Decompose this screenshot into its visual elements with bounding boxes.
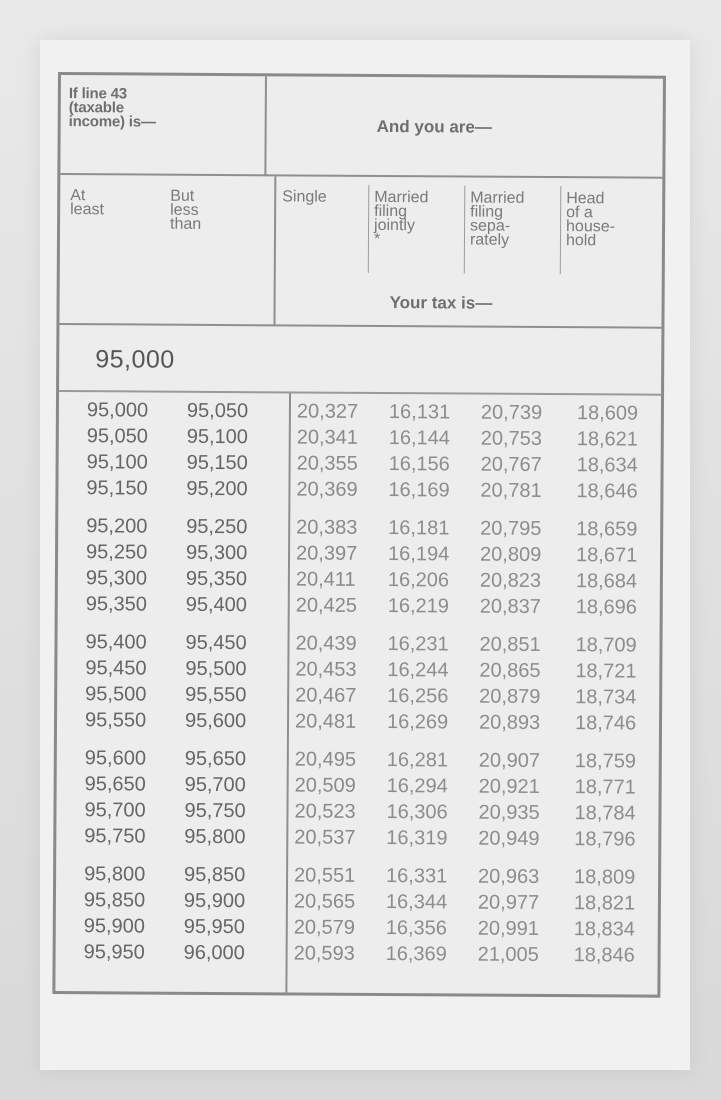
header-question-cell [60, 75, 267, 176]
row-group [57, 629, 660, 749]
married-filing-jointly-header: Married filing jointly * [373, 188, 429, 248]
single-tax-cell: 20,593 [293, 942, 355, 965]
head-of-household-tax-cell: 18,671 [575, 544, 638, 567]
but-less-than-cell: 95,200 [186, 477, 248, 501]
married-jointly-tax-cell: 16,181 [388, 517, 450, 540]
married-jointly-tax-cell: 16,319 [386, 827, 448, 850]
table-row [57, 771, 659, 801]
married-jointly-tax-cell: 16,256 [387, 685, 449, 708]
single-header: Single [282, 188, 327, 206]
but-less-than-header: But less than [170, 187, 202, 233]
table-row [57, 745, 659, 775]
table-row [56, 823, 658, 853]
married-jointly-tax-cell: 16,194 [387, 543, 450, 566]
single-tax-cell: 20,425 [295, 594, 357, 617]
married-jointly-tax-cell: 16,244 [387, 659, 449, 682]
married-jointly-tax-cell: 16,231 [387, 633, 449, 656]
table-row [58, 513, 660, 543]
table-row [57, 629, 659, 659]
single-tax-cell: 20,523 [294, 800, 356, 823]
at-least-cell: 95,700 [84, 799, 146, 822]
at-least-cell: 95,000 [86, 399, 149, 422]
married-separately-tax-cell: 20,767 [480, 453, 542, 476]
single-tax-cell: 20,341 [296, 426, 359, 449]
married-separately-tax-cell: 20,809 [479, 543, 542, 566]
head-of-household-tax-cell: 18,771 [574, 776, 636, 799]
row-group [55, 861, 658, 981]
single-tax-cell: 20,481 [294, 710, 357, 733]
single-tax-cell: 20,439 [295, 632, 357, 655]
table-row [56, 913, 658, 943]
single-tax-cell: 20,355 [296, 452, 358, 475]
married-filing-separately-header: Married filing sepa- rately [469, 189, 525, 249]
but-less-than-cell: 95,250 [186, 515, 248, 539]
married-separately-tax-cell: 21,005 [477, 943, 539, 966]
table-row [57, 681, 659, 711]
table-row [59, 449, 661, 479]
row-group [58, 513, 661, 633]
at-least-cell: 95,900 [83, 915, 146, 938]
married-separately-tax-cell: 20,865 [479, 659, 541, 682]
single-tax-cell: 20,327 [296, 400, 359, 423]
but-less-than-cell: 95,700 [184, 773, 246, 797]
married-jointly-tax-cell: 16,331 [386, 865, 448, 888]
but-less-than-cell: 95,550 [185, 683, 247, 707]
married-separately-tax-cell: 20,977 [477, 891, 540, 914]
row-group [56, 745, 659, 865]
column-divider [560, 186, 562, 274]
at-least-cell: 95,500 [85, 683, 147, 706]
married-jointly-tax-cell: 16,281 [386, 749, 449, 772]
but-less-than-cell: 95,050 [186, 399, 249, 423]
income-range-header [59, 175, 276, 326]
head-of-household-tax-cell: 18,796 [574, 828, 636, 851]
at-least-cell: 95,450 [85, 657, 147, 680]
married-separately-tax-cell: 20,781 [480, 479, 542, 502]
but-less-than-cell: 95,650 [184, 747, 247, 771]
at-least-cell: 95,750 [84, 825, 146, 848]
married-jointly-tax-cell: 16,294 [386, 775, 448, 798]
head-of-household-tax-cell: 18,646 [576, 480, 638, 503]
at-least-cell: 95,800 [84, 863, 146, 886]
head-of-household-tax-cell: 18,834 [573, 918, 636, 941]
but-less-than-cell: 95,150 [186, 451, 248, 475]
head-of-household-tax-cell: 18,621 [576, 428, 639, 451]
single-tax-cell: 20,467 [295, 684, 357, 707]
taxable-income-question: If line 43 (taxable income) is— [68, 85, 156, 131]
single-tax-cell: 20,397 [295, 542, 358, 565]
married-separately-tax-cell: 20,907 [478, 749, 541, 772]
at-least-cell: 95,300 [85, 567, 148, 590]
table-row [59, 397, 661, 427]
married-separately-tax-cell: 20,851 [479, 633, 541, 656]
head-of-household-header: Head of a house- hold [565, 190, 616, 250]
tax-table [52, 72, 666, 998]
married-separately-tax-cell: 20,991 [477, 917, 540, 940]
table-row [56, 887, 658, 917]
married-jointly-tax-cell: 16,356 [385, 917, 448, 940]
head-of-household-tax-cell: 18,821 [573, 892, 636, 915]
but-less-than-cell: 95,600 [184, 709, 247, 733]
at-least-header: At least [70, 187, 105, 219]
but-less-than-cell: 95,850 [184, 863, 246, 887]
table-row [58, 565, 660, 595]
single-tax-cell: 20,565 [293, 890, 356, 913]
table-row [59, 423, 661, 453]
row-group [58, 397, 661, 517]
head-of-household-tax-cell: 18,709 [575, 634, 637, 657]
head-of-household-tax-cell: 18,734 [575, 686, 637, 709]
but-less-than-cell: 96,000 [183, 941, 245, 965]
single-tax-cell: 20,369 [296, 478, 358, 501]
table-row [58, 591, 660, 621]
but-less-than-cell: 95,900 [183, 889, 246, 913]
table-row [57, 655, 659, 685]
table-row [58, 539, 660, 569]
married-separately-tax-cell: 20,893 [478, 711, 541, 734]
header-filing-status-cell [266, 76, 663, 178]
table-row [56, 939, 658, 969]
table-row [56, 861, 658, 891]
married-jointly-tax-cell: 16,156 [388, 453, 450, 476]
single-tax-cell: 20,551 [294, 864, 356, 887]
table-row [56, 797, 658, 827]
married-separately-tax-cell: 20,795 [480, 517, 542, 540]
at-least-cell: 95,250 [86, 541, 148, 564]
head-of-household-tax-cell: 18,784 [574, 802, 636, 825]
but-less-than-cell: 95,450 [185, 631, 247, 655]
single-tax-cell: 20,411 [295, 568, 356, 591]
married-separately-tax-cell: 20,837 [479, 595, 541, 618]
single-tax-cell: 20,509 [294, 774, 356, 797]
married-separately-tax-cell: 20,921 [478, 775, 540, 798]
column-divider [464, 185, 466, 273]
but-less-than-cell: 95,500 [185, 657, 247, 681]
head-of-household-tax-cell: 18,846 [573, 944, 635, 967]
table-row [57, 707, 659, 737]
but-less-than-cell: 95,100 [186, 425, 249, 449]
income-section-label: 95,000 [95, 345, 175, 374]
married-jointly-tax-cell: 16,269 [386, 711, 449, 734]
married-separately-tax-cell: 20,935 [478, 801, 540, 824]
single-tax-cell: 20,495 [294, 748, 357, 771]
married-jointly-tax-cell: 16,219 [387, 595, 449, 618]
single-tax-cell: 20,537 [294, 826, 356, 849]
head-of-household-tax-cell: 18,609 [576, 402, 639, 425]
but-less-than-cell: 95,350 [185, 567, 248, 591]
column-divider [368, 185, 370, 273]
and-you-are-heading: And you are— [376, 116, 492, 137]
married-separately-tax-cell: 20,949 [478, 827, 540, 850]
married-jointly-tax-cell: 16,306 [386, 801, 448, 824]
at-least-cell: 95,350 [85, 593, 147, 616]
married-separately-tax-cell: 20,963 [478, 865, 540, 888]
head-of-household-tax-cell: 18,634 [576, 454, 638, 477]
at-least-cell: 95,950 [83, 941, 145, 964]
but-less-than-cell: 95,400 [185, 593, 247, 617]
married-jointly-tax-cell: 16,144 [388, 427, 451, 450]
your-tax-is-label: Your tax is— [389, 293, 493, 313]
married-separately-tax-cell: 20,739 [480, 401, 543, 424]
section-divider [59, 390, 661, 396]
head-of-household-tax-cell: 18,809 [574, 866, 636, 889]
at-least-cell: 95,050 [86, 425, 149, 448]
married-jointly-tax-cell: 16,369 [385, 943, 447, 966]
married-jointly-tax-cell: 16,206 [387, 569, 450, 592]
at-least-cell: 95,600 [84, 747, 147, 770]
single-tax-cell: 20,453 [295, 658, 357, 681]
married-separately-tax-cell: 20,879 [479, 685, 541, 708]
head-of-household-tax-cell: 18,746 [574, 712, 637, 735]
married-jointly-tax-cell: 16,169 [388, 479, 450, 502]
at-least-cell: 95,100 [86, 451, 148, 474]
head-of-household-tax-cell: 18,759 [574, 750, 637, 773]
at-least-cell: 95,150 [86, 477, 148, 500]
but-less-than-cell: 95,800 [184, 825, 246, 849]
at-least-cell: 95,850 [83, 889, 146, 912]
at-least-cell: 95,550 [84, 709, 147, 732]
head-of-household-tax-cell: 18,721 [575, 660, 637, 683]
married-separately-tax-cell: 20,823 [479, 569, 542, 592]
at-least-cell: 95,400 [85, 631, 147, 654]
but-less-than-cell: 95,750 [184, 799, 246, 823]
at-least-cell: 95,650 [84, 773, 146, 796]
column-header-row [59, 175, 662, 329]
header-top [60, 75, 663, 179]
but-less-than-cell: 95,300 [185, 541, 248, 565]
at-least-cell: 95,200 [86, 515, 148, 538]
head-of-household-tax-cell: 18,696 [575, 596, 637, 619]
head-of-household-tax-cell: 18,659 [576, 518, 638, 541]
married-jointly-tax-cell: 16,131 [388, 401, 451, 424]
married-jointly-tax-cell: 16,344 [385, 891, 448, 914]
married-separately-tax-cell: 20,753 [480, 427, 543, 450]
single-tax-cell: 20,383 [296, 516, 358, 539]
but-less-than-cell: 95,950 [183, 915, 246, 939]
head-of-household-tax-cell: 18,684 [575, 570, 638, 593]
table-row [58, 475, 660, 505]
single-tax-cell: 20,579 [293, 916, 356, 939]
